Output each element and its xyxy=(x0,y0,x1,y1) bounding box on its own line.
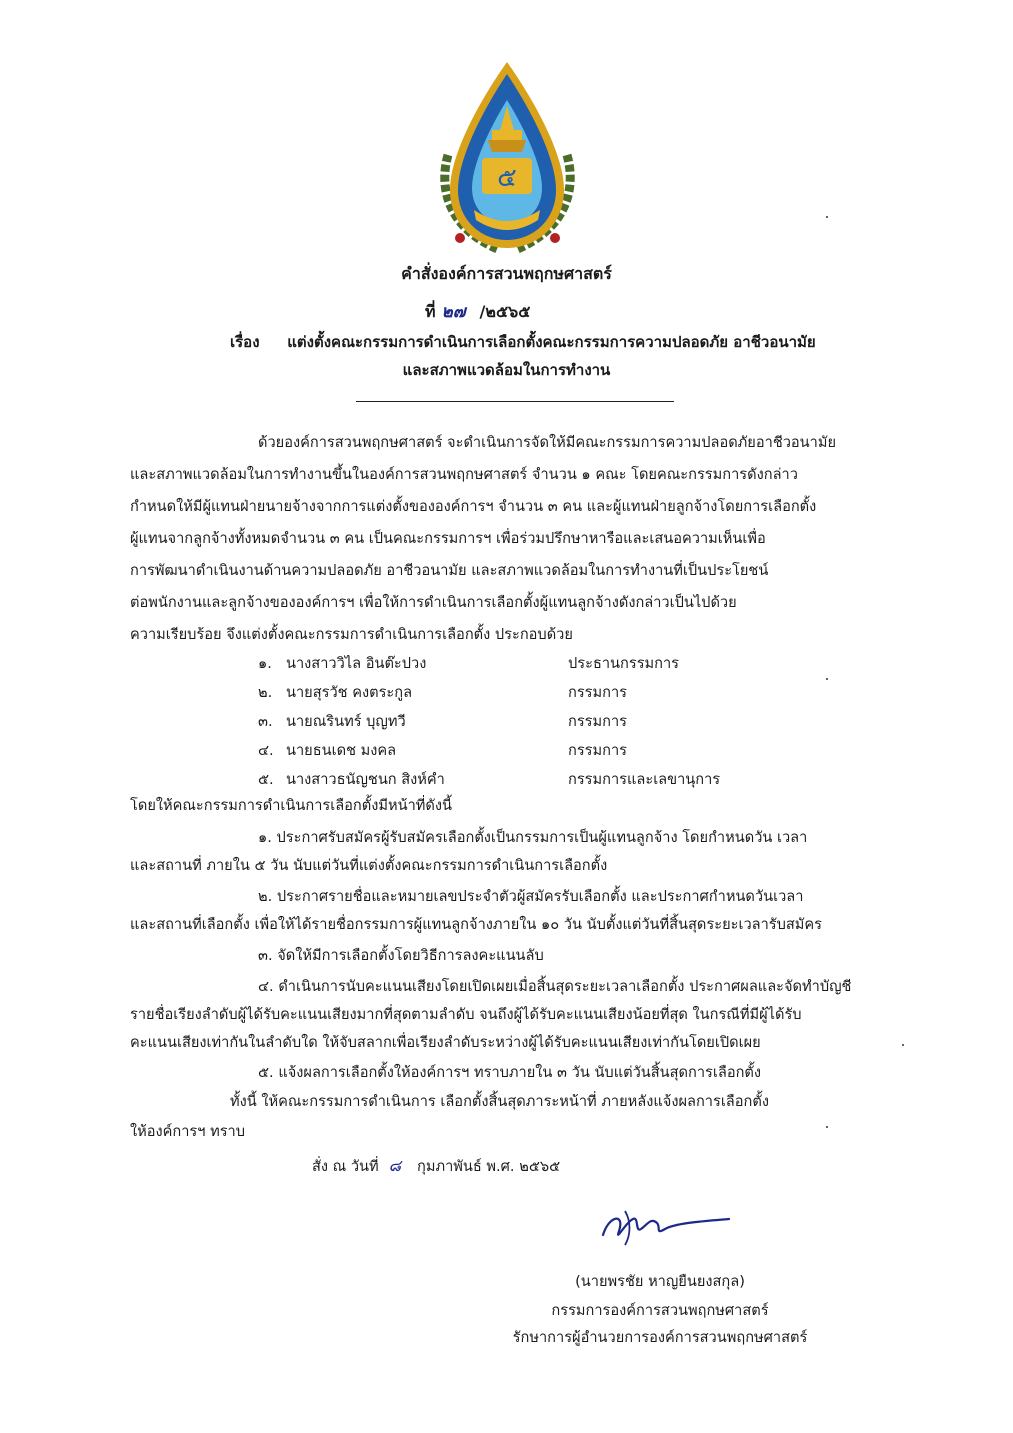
subject-label: เรื่อง xyxy=(230,333,260,351)
order-title: คำสั่งองค์การสวนพฤกษศาสตร์ xyxy=(401,264,612,283)
number-prefix: ที่ xyxy=(425,302,436,321)
subject-line xyxy=(230,330,816,354)
member-name: นายธนเดช มงคล xyxy=(286,742,397,759)
intro-line: ผู้แทนจากลูกจ้างทั้งหมดจำนวน ๓ คน เป็นคณะกรรมการฯ เพื่อร่วมปรึกษาหารือและเสนอความเห็นเพื่อ xyxy=(130,530,766,547)
member-name: นายสุรวัช คงตระกูล xyxy=(286,684,413,701)
member-role: ประธานกรรมการ xyxy=(568,655,680,672)
subject-text-1: แต่งตั้งคณะกรรมการดำเนินการเลือกตั้งคณะกรรมการความปลอดภัย อาชีวอนามัย xyxy=(287,333,816,351)
duty-line: และสถานที่ ภายใน ๕ วัน นับแต่วันที่แต่งตั้งคณะกรรมการดำเนินการเลือกตั้ง xyxy=(130,857,608,874)
member-number: ๒. xyxy=(258,684,273,701)
royal-emblem-logo xyxy=(430,60,585,260)
duty-line: ๓. จัดให้มีการเลือกตั้งโดยวิธีการลงคะแนนลับ xyxy=(258,947,544,964)
divider xyxy=(356,401,674,402)
duty-line: รายชื่อเรียงลำดับผู้ได้รับคะแนนเสียงมากที่สุดตามลำดับ จนถึงผู้ได้รับคะแนนเสียงน้อยที่สุด ในกรณีที่มีผู้ได้รับ xyxy=(130,1006,802,1023)
handwritten-number: ๒๗ xyxy=(441,302,466,322)
member-number: ๔. xyxy=(258,742,274,759)
signatory-position-1: กรรมการองค์การสวนพฤกษศาสตร์ xyxy=(551,1302,769,1319)
scan-speck xyxy=(902,1044,904,1046)
scan-speck xyxy=(826,678,828,680)
svg-text:๕: ๕ xyxy=(497,163,517,193)
handwritten-signature xyxy=(595,1205,735,1250)
duty-line: ๑. ประกาศรับสมัครผู้รับสมัครเลือกตั้งเป็นกรรมการเป็นผู้แทนลูกจ้าง โดยกำหนดวัน เวลา xyxy=(258,829,808,846)
duty-line: ทั้งนี้ ให้คณะกรรมการดำเนินการ เลือกตั้งสิ้นสุดภาระหน้าที่ ภายหลังแจ้งผลการเลือกตั้ง xyxy=(230,1093,769,1110)
signatory-name: (นายพรชัย หาญยืนยงสกุล) xyxy=(575,1273,745,1290)
order-date xyxy=(312,1155,560,1178)
member-role: กรรมการ xyxy=(568,742,628,759)
member-role: กรรมการ xyxy=(568,684,628,701)
duty-line: คะแนนเสียงเท่ากันในลำดับใด ให้จับสลากเพื่อเรียงลำดับระหว่างผู้ได้รับคะแนนเสียงเท่ากันโดยเปิดเผย xyxy=(130,1034,761,1051)
intro-line: การพัฒนาดำเนินงานด้านความปลอดภัย อาชีวอนามัย และสภาพแวดล้อมในการทำงานที่เป็นประโยชน์ xyxy=(130,562,769,579)
signatory-position-2: รักษาการผู้อำนวยการองค์การสวนพฤกษศาสตร์ xyxy=(512,1329,808,1346)
intro-line: และสภาพแวดล้อมในการทำงานขึ้นในองค์การสวนพฤกษศาสตร์ จำนวน ๑ คณะ โดยคณะกรรมการดังกล่าว xyxy=(130,466,798,483)
duties-intro: โดยให้คณะกรรมการดำเนินการเลือกตั้งมีหน้าที่ดังนี้ xyxy=(130,797,452,814)
intro-line: กำหนดให้มีผู้แทนฝ่ายนายจ้างจากการแต่งตั้งขององค์การฯ จำนวน ๓ คน และผู้แทนฝ่ายลูกจ้างโดยการเลือกตั้ง xyxy=(130,498,817,515)
member-role: กรรมการและเลขานุการ xyxy=(568,771,721,788)
member-name: นางสาวธนัญชนก สิงห์คำ xyxy=(286,771,445,788)
duty-line: และสถานที่เลือกตั้ง เพื่อให้ได้รายชื่อกรรมการผู้แทนลูกจ้างภายใน ๑๐ วัน นับตั้งแต่วันที่สิ้นสุดระยะเวลารับสมัคร xyxy=(130,916,823,933)
date-prefix: สั่ง ณ วันที่ xyxy=(312,1158,379,1175)
member-role: กรรมการ xyxy=(568,713,628,730)
duty-line: ๒. ประกาศรายชื่อและหมายเลขประจำตัวผู้สมัครรับเลือกตั้ง และประกาศกำหนดวันเวลา xyxy=(258,888,804,905)
member-number: ๑. xyxy=(258,655,272,672)
scan-speck xyxy=(826,1126,828,1128)
subject-text-2: และสภาพแวดล้อมในการทำงาน xyxy=(402,361,611,379)
scan-speck xyxy=(826,216,828,218)
member-name: นายณรินทร์ บุญทวี xyxy=(286,713,406,730)
handwritten-day: ๘ xyxy=(388,1156,401,1175)
duty-line: ๔. ดำเนินการนับคะแนนเสียงโดยเปิดเผยเมื่อสิ้นสุดระยะเวลาเลือกตั้ง ประกาศผลและจัดทำบัญชี xyxy=(258,978,852,995)
member-number: ๓. xyxy=(258,713,273,730)
duty-line: ให้องค์การฯ ทราบ xyxy=(130,1123,246,1140)
date-month-year: กุมภาพันธ์ พ.ศ. ๒๕๖๕ xyxy=(417,1158,561,1175)
number-year: /๒๕๖๕ xyxy=(479,302,531,321)
order-number xyxy=(40,298,1013,325)
member-number: ๕. xyxy=(258,771,274,788)
member-name: นางสาววิไล อินต๊ะปวง xyxy=(286,655,427,672)
intro-line: ด้วยองค์การสวนพฤกษศาสตร์ จะดำเนินการจัดให้มีคณะกรรมการความปลอดภัยอาชีวอนามัย xyxy=(258,434,837,451)
intro-line: ความเรียบร้อย จึงแต่งตั้งคณะกรรมการดำเนินการเลือกตั้ง ประกอบด้วย xyxy=(130,626,573,643)
duty-line: ๕. แจ้งผลการเลือกตั้งให้องค์การฯ ทราบภายใน ๓ วัน นับแต่วันสิ้นสุดการเลือกตั้ง xyxy=(258,1064,762,1081)
intro-line: ต่อพนักงานและลูกจ้างขององค์การฯ เพื่อให้การดำเนินการเลือกตั้งผู้แทนลูกจ้างดังกล่าวเป็นไปด้วย xyxy=(130,594,737,611)
